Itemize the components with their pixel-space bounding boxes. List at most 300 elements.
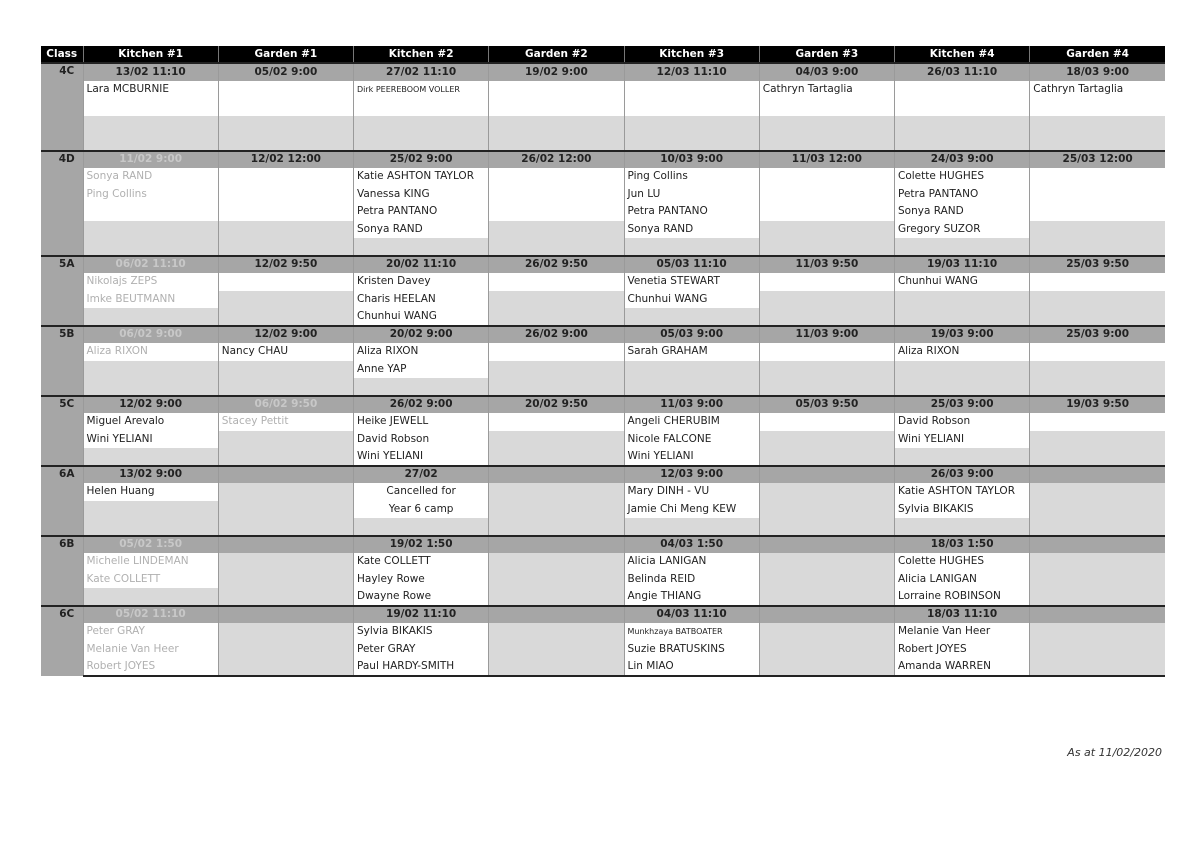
- table-row: [41, 623, 1165, 641]
- class-group-4d: [41, 151, 1165, 256]
- session-date-cell: [1030, 466, 1165, 484]
- volunteer-cell: [895, 133, 1030, 151]
- volunteer-cell: [1030, 116, 1165, 134]
- volunteer-cell: [895, 361, 1030, 379]
- volunteer-cell: [759, 361, 894, 379]
- volunteer-cell: Cathryn Tartaglia: [759, 81, 894, 99]
- volunteer-cell: [1030, 553, 1165, 571]
- volunteer-cell: Alicia LANIGAN: [624, 553, 759, 571]
- volunteer-cell: Vanessa KING: [354, 186, 489, 204]
- volunteer-cell: [759, 448, 894, 466]
- session-date-cell: 11/02 9:00: [83, 151, 218, 169]
- volunteer-cell: Lorraine ROBINSON: [895, 588, 1030, 606]
- volunteer-cell: [1030, 168, 1165, 186]
- session-date-cell: 04/03 1:50: [624, 536, 759, 554]
- volunteer-cell: [354, 98, 489, 116]
- volunteer-cell: [895, 308, 1030, 326]
- session-date-cell: 13/02 11:10: [83, 63, 218, 81]
- volunteer-cell: [83, 221, 218, 239]
- volunteer-cell: [759, 431, 894, 449]
- volunteer-cell: Peter GRAY: [83, 623, 218, 641]
- volunteer-cell: [218, 448, 353, 466]
- volunteer-cell: Wini YELIANI: [624, 448, 759, 466]
- volunteer-cell: [489, 413, 624, 431]
- volunteer-cell: Gregory SUZOR: [895, 221, 1030, 239]
- volunteer-cell: [489, 623, 624, 641]
- volunteer-cell: [1030, 343, 1165, 361]
- volunteer-cell: [624, 81, 759, 99]
- volunteer-cell: [218, 571, 353, 589]
- volunteer-cell: [759, 116, 894, 134]
- table-row: [41, 378, 1165, 396]
- date-row: [41, 396, 1165, 414]
- table-row: [41, 641, 1165, 659]
- volunteer-cell: [759, 291, 894, 309]
- session-date-cell: 12/02 12:00: [218, 151, 353, 169]
- volunteer-cell: Lin MIAO: [624, 658, 759, 676]
- volunteer-cell: [1030, 133, 1165, 151]
- header-class: Class: [41, 46, 83, 63]
- session-date-cell: 12/03 11:10: [624, 63, 759, 81]
- table-row: [41, 168, 1165, 186]
- volunteer-cell: Munkhzaya BATBOATER: [624, 623, 759, 641]
- volunteer-cell: Mary DINH - VU: [624, 483, 759, 501]
- volunteer-cell: [218, 361, 353, 379]
- session-date-cell: [1030, 536, 1165, 554]
- volunteer-cell: [489, 588, 624, 606]
- volunteer-cell: Sonya RAND: [83, 168, 218, 186]
- session-date-cell: [1030, 606, 1165, 624]
- volunteer-cell: [1030, 291, 1165, 309]
- volunteer-cell: [218, 658, 353, 676]
- class-label: 5C: [41, 396, 83, 466]
- table-row: [41, 273, 1165, 291]
- volunteer-cell: [759, 203, 894, 221]
- table-row: [41, 483, 1165, 501]
- volunteer-cell: [489, 291, 624, 309]
- session-date-cell: 26/03 11:10: [895, 63, 1030, 81]
- volunteer-cell: Amanda WARREN: [895, 658, 1030, 676]
- session-date-cell: 18/03 11:10: [895, 606, 1030, 624]
- volunteer-cell: [1030, 588, 1165, 606]
- table-row: [41, 81, 1165, 99]
- class-group-4c: [41, 63, 1165, 151]
- table-row: [41, 658, 1165, 676]
- session-date-cell: 18/03 1:50: [895, 536, 1030, 554]
- volunteer-cell: Cancelled for: [354, 483, 489, 501]
- table-row: [41, 413, 1165, 431]
- volunteer-cell: [895, 448, 1030, 466]
- header-garden-3: Garden #3: [759, 46, 894, 63]
- volunteer-cell: [759, 273, 894, 291]
- volunteer-cell: [1030, 448, 1165, 466]
- session-date-cell: 26/03 9:00: [895, 466, 1030, 484]
- volunteer-cell: Sonya RAND: [624, 221, 759, 239]
- volunteer-cell: Imke BEUTMANN: [83, 291, 218, 309]
- session-date-cell: 11/03 9:50: [759, 256, 894, 274]
- session-date-cell: [489, 466, 624, 484]
- volunteer-cell: [83, 501, 218, 519]
- volunteer-cell: [1030, 361, 1165, 379]
- session-date-cell: 26/02 9:50: [489, 256, 624, 274]
- session-date-cell: 26/02 12:00: [489, 151, 624, 169]
- session-date-cell: 04/03 11:10: [624, 606, 759, 624]
- session-date-cell: [759, 466, 894, 484]
- volunteer-cell: [895, 116, 1030, 134]
- volunteer-cell: David Robson: [354, 431, 489, 449]
- session-date-cell: 25/03 12:00: [1030, 151, 1165, 169]
- table-row: [41, 343, 1165, 361]
- table-row: [41, 361, 1165, 379]
- volunteer-cell: [354, 116, 489, 134]
- session-date-cell: [218, 536, 353, 554]
- session-date-cell: 06/02 9:50: [218, 396, 353, 414]
- volunteer-cell: [759, 553, 894, 571]
- volunteer-cell: Melanie Van Heer: [895, 623, 1030, 641]
- volunteer-cell: [354, 378, 489, 396]
- volunteer-cell: [83, 378, 218, 396]
- volunteer-cell: [218, 518, 353, 536]
- volunteer-cell: Sonya RAND: [354, 221, 489, 239]
- volunteer-cell: Wini YELIANI: [83, 431, 218, 449]
- volunteer-cell: [489, 361, 624, 379]
- date-row: [41, 326, 1165, 344]
- volunteer-cell: Cathryn Tartaglia: [1030, 81, 1165, 99]
- volunteer-cell: [489, 553, 624, 571]
- volunteer-cell: Chunhui WANG: [624, 291, 759, 309]
- class-group-6a: [41, 466, 1165, 536]
- session-date-cell: 19/02 9:00: [489, 63, 624, 81]
- volunteer-cell: Dirk PEEREBOOM VOLLER: [354, 81, 489, 99]
- table-row: [41, 291, 1165, 309]
- volunteer-cell: [759, 623, 894, 641]
- volunteer-cell: Robert JOYES: [895, 641, 1030, 659]
- volunteer-cell: Helen Huang: [83, 483, 218, 501]
- volunteer-cell: [218, 133, 353, 151]
- class-group-6b: [41, 536, 1165, 606]
- volunteer-cell: Heike JEWELL: [354, 413, 489, 431]
- volunteer-cell: Chunhui WANG: [895, 273, 1030, 291]
- volunteer-cell: Petra PANTANO: [895, 186, 1030, 204]
- volunteer-cell: Jamie Chi Meng KEW: [624, 501, 759, 519]
- volunteer-cell: [759, 483, 894, 501]
- volunteer-cell: Year 6 camp: [354, 501, 489, 519]
- volunteer-cell: Suzie BRATUSKINS: [624, 641, 759, 659]
- volunteer-cell: [83, 361, 218, 379]
- volunteer-cell: Stacey Pettit: [218, 413, 353, 431]
- volunteer-cell: [1030, 238, 1165, 256]
- session-date-cell: 26/02 9:00: [489, 326, 624, 344]
- header-kitchen-1: Kitchen #1: [83, 46, 218, 63]
- volunteer-cell: Kate COLLETT: [354, 553, 489, 571]
- volunteer-cell: [759, 378, 894, 396]
- volunteer-cell: [624, 308, 759, 326]
- volunteer-cell: [624, 238, 759, 256]
- volunteer-cell: [489, 378, 624, 396]
- volunteer-cell: Colette HUGHES: [895, 168, 1030, 186]
- session-date-cell: 24/03 9:00: [895, 151, 1030, 169]
- volunteer-cell: Dwayne Rowe: [354, 588, 489, 606]
- volunteer-cell: [218, 553, 353, 571]
- volunteer-cell: [83, 133, 218, 151]
- volunteer-cell: Nancy CHAU: [218, 343, 353, 361]
- table-row: [41, 571, 1165, 589]
- volunteer-cell: [895, 378, 1030, 396]
- volunteer-cell: Petra PANTANO: [624, 203, 759, 221]
- volunteer-cell: Sylvia BIKAKIS: [354, 623, 489, 641]
- volunteer-cell: Nicole FALCONE: [624, 431, 759, 449]
- volunteer-cell: Charis HEELAN: [354, 291, 489, 309]
- volunteer-cell: Petra PANTANO: [354, 203, 489, 221]
- volunteer-cell: [489, 238, 624, 256]
- volunteer-cell: [83, 203, 218, 221]
- session-date-cell: 19/03 9:00: [895, 326, 1030, 344]
- class-label: 6A: [41, 466, 83, 536]
- volunteer-cell: [489, 501, 624, 519]
- table-row: [41, 518, 1165, 536]
- volunteer-cell: [489, 483, 624, 501]
- volunteer-cell: [895, 238, 1030, 256]
- volunteer-cell: [218, 641, 353, 659]
- session-date-cell: 20/02 11:10: [354, 256, 489, 274]
- session-date-cell: 19/02 1:50: [354, 536, 489, 554]
- header-kitchen-2: Kitchen #2: [354, 46, 489, 63]
- volunteer-cell: Wini YELIANI: [895, 431, 1030, 449]
- volunteer-cell: [1030, 186, 1165, 204]
- date-row: [41, 256, 1165, 274]
- session-date-cell: 27/02: [354, 466, 489, 484]
- volunteer-cell: [218, 623, 353, 641]
- session-date-cell: 05/02 1:50: [83, 536, 218, 554]
- volunteer-cell: Jun LU: [624, 186, 759, 204]
- volunteer-cell: [218, 238, 353, 256]
- class-label: 6C: [41, 606, 83, 676]
- volunteer-cell: [624, 518, 759, 536]
- session-date-cell: 12/03 9:00: [624, 466, 759, 484]
- volunteer-cell: [1030, 658, 1165, 676]
- volunteer-cell: [218, 308, 353, 326]
- volunteer-cell: [759, 501, 894, 519]
- volunteer-cell: [218, 378, 353, 396]
- session-date-cell: 18/03 9:00: [1030, 63, 1165, 81]
- volunteer-cell: [354, 238, 489, 256]
- volunteer-cell: [759, 343, 894, 361]
- volunteer-cell: [489, 168, 624, 186]
- volunteer-cell: [83, 448, 218, 466]
- volunteer-cell: Angie THIANG: [624, 588, 759, 606]
- volunteer-cell: Chunhui WANG: [354, 308, 489, 326]
- date-row: [41, 536, 1165, 554]
- volunteer-cell: [489, 186, 624, 204]
- table-row: [41, 98, 1165, 116]
- session-date-cell: 19/02 11:10: [354, 606, 489, 624]
- table-row: [41, 588, 1165, 606]
- volunteer-cell: Melanie Van Heer: [83, 641, 218, 659]
- volunteer-cell: Alicia LANIGAN: [895, 571, 1030, 589]
- volunteer-cell: [1030, 98, 1165, 116]
- volunteer-cell: [1030, 518, 1165, 536]
- header-garden-2: Garden #2: [489, 46, 624, 63]
- session-date-cell: 25/03 9:00: [895, 396, 1030, 414]
- session-date-cell: 25/03 9:50: [1030, 256, 1165, 274]
- volunteer-cell: [895, 98, 1030, 116]
- session-date-cell: 12/02 9:00: [218, 326, 353, 344]
- volunteer-cell: Angeli CHERUBIM: [624, 413, 759, 431]
- volunteer-cell: [489, 203, 624, 221]
- session-date-cell: 20/02 9:00: [354, 326, 489, 344]
- volunteer-cell: Sarah GRAHAM: [624, 343, 759, 361]
- volunteer-cell: [83, 308, 218, 326]
- date-row: [41, 151, 1165, 169]
- volunteer-cell: [1030, 641, 1165, 659]
- table-row: [41, 203, 1165, 221]
- volunteer-cell: David Robson: [895, 413, 1030, 431]
- class-group-6c: [41, 606, 1165, 676]
- volunteer-cell: [489, 658, 624, 676]
- volunteer-cell: [218, 203, 353, 221]
- volunteer-cell: Peter GRAY: [354, 641, 489, 659]
- session-date-cell: 05/03 9:00: [624, 326, 759, 344]
- volunteer-cell: [759, 98, 894, 116]
- table-row: [41, 186, 1165, 204]
- volunteer-cell: [489, 431, 624, 449]
- session-date-cell: 10/03 9:00: [624, 151, 759, 169]
- session-date-cell: [489, 536, 624, 554]
- roster-table: [41, 46, 1165, 677]
- volunteer-cell: [218, 81, 353, 99]
- table-row: [41, 221, 1165, 239]
- table-row: [41, 116, 1165, 134]
- header-garden-1: Garden #1: [218, 46, 353, 63]
- volunteer-cell: [759, 658, 894, 676]
- volunteer-cell: [895, 291, 1030, 309]
- volunteer-cell: [624, 133, 759, 151]
- volunteer-cell: [759, 571, 894, 589]
- session-date-cell: 11/03 9:00: [624, 396, 759, 414]
- volunteer-cell: [895, 81, 1030, 99]
- volunteer-cell: [489, 116, 624, 134]
- volunteer-cell: [624, 98, 759, 116]
- session-date-cell: [759, 606, 894, 624]
- session-date-cell: 12/02 9:00: [83, 396, 218, 414]
- session-date-cell: 04/03 9:00: [759, 63, 894, 81]
- volunteer-cell: [218, 483, 353, 501]
- class-label: 6B: [41, 536, 83, 606]
- volunteer-cell: Ping Collins: [83, 186, 218, 204]
- volunteer-cell: [624, 378, 759, 396]
- volunteer-cell: Hayley Rowe: [354, 571, 489, 589]
- volunteer-cell: [759, 238, 894, 256]
- volunteer-cell: [1030, 308, 1165, 326]
- session-date-cell: [218, 466, 353, 484]
- session-date-cell: 25/02 9:00: [354, 151, 489, 169]
- volunteer-cell: Sylvia BIKAKIS: [895, 501, 1030, 519]
- volunteer-cell: [759, 413, 894, 431]
- volunteer-cell: Kristen Davey: [354, 273, 489, 291]
- volunteer-cell: Paul HARDY-SMITH: [354, 658, 489, 676]
- volunteer-cell: [218, 291, 353, 309]
- volunteer-cell: [218, 273, 353, 291]
- volunteer-cell: [489, 518, 624, 536]
- volunteer-cell: [1030, 203, 1165, 221]
- as-at-note: As at 11/02/2020: [1067, 746, 1162, 759]
- class-label: 4D: [41, 151, 83, 256]
- session-date-cell: [489, 606, 624, 624]
- session-date-cell: 05/02 9:00: [218, 63, 353, 81]
- volunteer-cell: Anne YAP: [354, 361, 489, 379]
- volunteer-cell: [1030, 221, 1165, 239]
- volunteer-cell: [218, 98, 353, 116]
- session-date-cell: 11/03 12:00: [759, 151, 894, 169]
- volunteer-cell: [489, 221, 624, 239]
- session-date-cell: 05/02 11:10: [83, 606, 218, 624]
- volunteer-cell: [1030, 431, 1165, 449]
- volunteer-cell: [759, 133, 894, 151]
- class-group-5b: [41, 326, 1165, 396]
- volunteer-cell: [489, 133, 624, 151]
- header-kitchen-3: Kitchen #3: [624, 46, 759, 63]
- volunteer-cell: [759, 168, 894, 186]
- volunteer-cell: Venetia STEWART: [624, 273, 759, 291]
- volunteer-cell: [354, 518, 489, 536]
- volunteer-cell: [759, 308, 894, 326]
- volunteer-cell: [489, 448, 624, 466]
- date-row: [41, 466, 1165, 484]
- volunteer-cell: [354, 133, 489, 151]
- volunteer-cell: Katie ASHTON TAYLOR: [895, 483, 1030, 501]
- volunteer-cell: [218, 431, 353, 449]
- volunteer-cell: [1030, 273, 1165, 291]
- volunteer-cell: [83, 518, 218, 536]
- roster-sheet: [41, 46, 1165, 677]
- table-row: [41, 448, 1165, 466]
- session-date-cell: 20/02 9:50: [489, 396, 624, 414]
- date-row: [41, 606, 1165, 624]
- volunteer-cell: [83, 238, 218, 256]
- session-date-cell: [759, 536, 894, 554]
- volunteer-cell: Colette HUGHES: [895, 553, 1030, 571]
- volunteer-cell: Aliza RIXON: [354, 343, 489, 361]
- session-date-cell: 27/02 11:10: [354, 63, 489, 81]
- volunteer-cell: [489, 98, 624, 116]
- volunteer-cell: [83, 588, 218, 606]
- class-group-5c: [41, 396, 1165, 466]
- volunteer-cell: [759, 186, 894, 204]
- table-row: [41, 553, 1165, 571]
- class-label: 5A: [41, 256, 83, 326]
- class-label: 5B: [41, 326, 83, 396]
- table-row: [41, 133, 1165, 151]
- volunteer-cell: Sonya RAND: [895, 203, 1030, 221]
- session-date-cell: 06/02 9:00: [83, 326, 218, 344]
- volunteer-cell: [489, 641, 624, 659]
- header-row: [41, 46, 1165, 63]
- volunteer-cell: [1030, 378, 1165, 396]
- volunteer-cell: [218, 168, 353, 186]
- session-date-cell: 05/03 11:10: [624, 256, 759, 274]
- volunteer-cell: [218, 501, 353, 519]
- volunteer-cell: [1030, 623, 1165, 641]
- volunteer-cell: [489, 308, 624, 326]
- volunteer-cell: [218, 186, 353, 204]
- volunteer-cell: [624, 361, 759, 379]
- session-date-cell: 19/03 11:10: [895, 256, 1030, 274]
- volunteer-cell: [759, 221, 894, 239]
- volunteer-cell: [218, 221, 353, 239]
- table-row: [41, 308, 1165, 326]
- header-kitchen-4: Kitchen #4: [895, 46, 1030, 63]
- volunteer-cell: [489, 273, 624, 291]
